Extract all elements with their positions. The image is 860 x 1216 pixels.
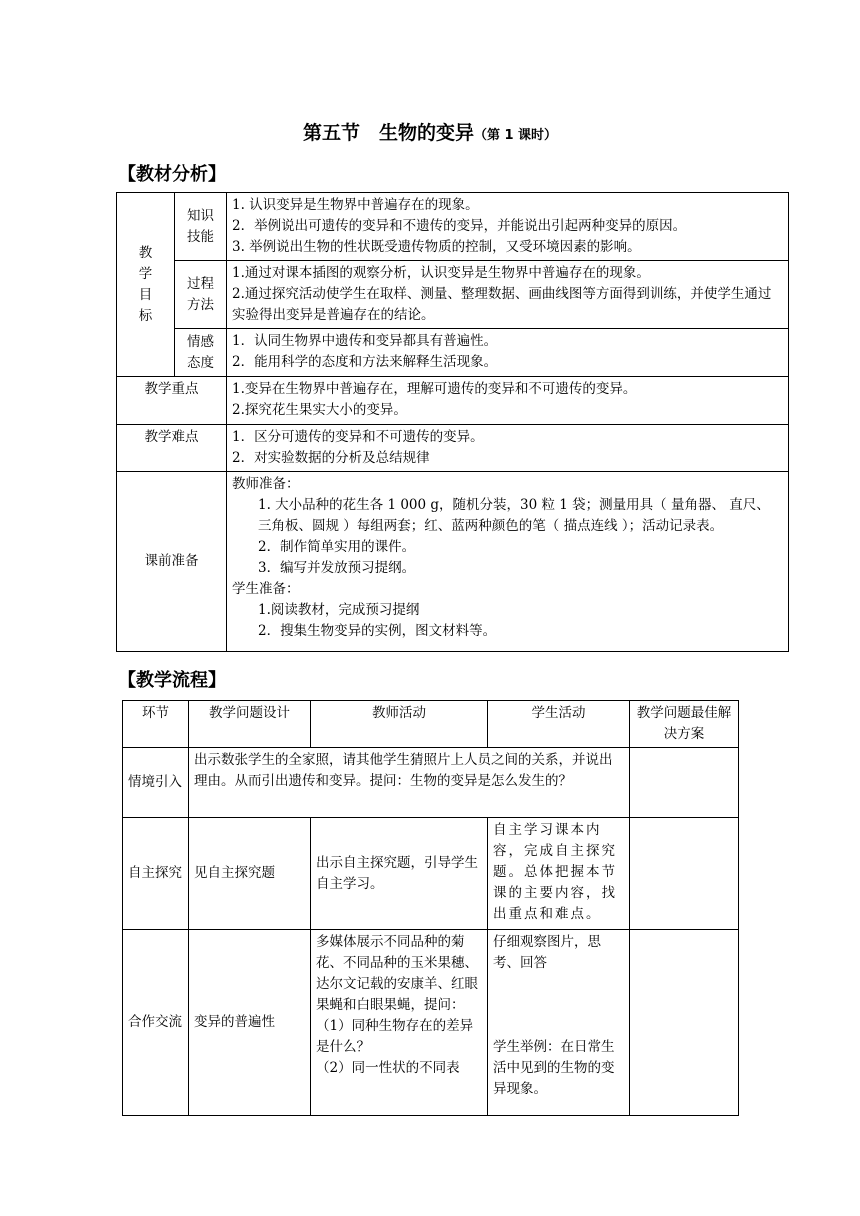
table-row-question: 变异的普遍性 (189, 930, 311, 1116)
col-header-stage: 环节 (123, 701, 189, 748)
table-row-stage: 自主探究 (123, 818, 189, 930)
table-row-solution (630, 930, 739, 1116)
section-heading-analysis: 【教材分析】 (118, 164, 226, 185)
key-points-label: 教学重点 (117, 377, 227, 425)
table-row-teacher: 多媒体展示不同品种的菊花、不同品种的玉米果穗、达尔文记载的安康羊、红眼果蝇和白眼果蝇，提问： （1）同种生物存在的差异是什么？ （2）同一性状的不同表 (311, 930, 488, 1116)
analysis-table (116, 192, 789, 652)
goal-label-cell: 教 学 目 标 (117, 193, 175, 377)
knowledge-items: 1. 认识变异是生物界中普遍存在的现象。 2．举例说出可遗传的变异和不遗传的变异，并能说出引起两种变异的原因。 3. 举例说出生物的性状既受遗传物质的控制，又受环境因素的影响。 (227, 193, 789, 261)
table-row-student: 自主学习课本内容，完成自主探究题。总体把握本节课的主要内容，找出重点和难点。 (488, 818, 630, 930)
preparation-label: 课前准备 (117, 472, 227, 652)
difficulties-label: 教学难点 (117, 425, 227, 472)
title-main: 第五节 生物的变异 (302, 122, 474, 144)
col-header-teacher: 教师活动 (311, 701, 488, 748)
emotion-items: 1．认同生物界中遗传和变异都具有普遍性。 2．能用科学的态度和方法来解释生活现象。 (227, 329, 789, 377)
table-row-solution (630, 818, 739, 930)
table-row-stage: 情境引入 (123, 748, 189, 818)
col-header-question: 教学问题设计 (189, 701, 311, 748)
process-items: 1.通过对课本插图的观察分析，认识变异是生物界中普遍存在的现象。 2.通过探究活动使学生在取样、测量、整理数据、画曲线图等方面得到训练，并使学生通过实验得出变异是普遍存在的结论。 (227, 261, 789, 329)
table-row-question: 见自主探究题 (189, 818, 311, 930)
preparation-items: 教师准备： 1. 大小品种的花生各 1 000 g，随机分装，30 粒 1 袋；测量用具（ 量角器、 直尺、三角板、圆规 ）每组两套；红、蓝两种颜色的笔（ 描点连线 ）；活动记录表。 2．制作简单实用的课件。 3．编写并发放预习提纲。 学生准备： 1.阅读教材，完成预习提纲 2．搜集生物变异的实例，图文材料等。 (227, 472, 789, 652)
table-row-teacher: 出示自主探究题，引导学生自主学习。 (311, 818, 488, 930)
col-header-student: 学生活动 (488, 701, 630, 748)
difficulties-items: 1．区分可遗传的变异和不可遗传的变异。 2．对实验数据的分析及总结规律 (227, 425, 789, 472)
process-label: 过程 方法 (175, 261, 227, 329)
key-points-items: 1.变异在生物界中普遍存在，理解可遗传的变异和不可遗传的变异。 2.探究花生果实大小的变异。 (227, 377, 789, 425)
table-row-student: 仔细观察图片，思考、回答 学生举例：在日常生活中见到的生物的变异现象。 (488, 930, 630, 1116)
table-row-content: 出示数张学生的全家照，请其他学生猜照片上人员之间的关系，并说出理由。从而引出遗传和变异。提问：生物的变异是怎么发生的？ (189, 748, 630, 818)
title-subtitle: （第 1 课时） (473, 128, 558, 143)
table-row-solution (630, 748, 739, 818)
knowledge-label: 知识 技能 (175, 193, 227, 261)
page-title (0, 118, 860, 145)
table-row-stage: 合作交流 (123, 930, 189, 1116)
flow-table (122, 700, 739, 1116)
section-heading-flow: 【教学流程】 (118, 670, 226, 691)
col-header-solution: 教学问题最佳解决方案 (630, 701, 739, 748)
emotion-label: 情感 态度 (175, 329, 227, 377)
